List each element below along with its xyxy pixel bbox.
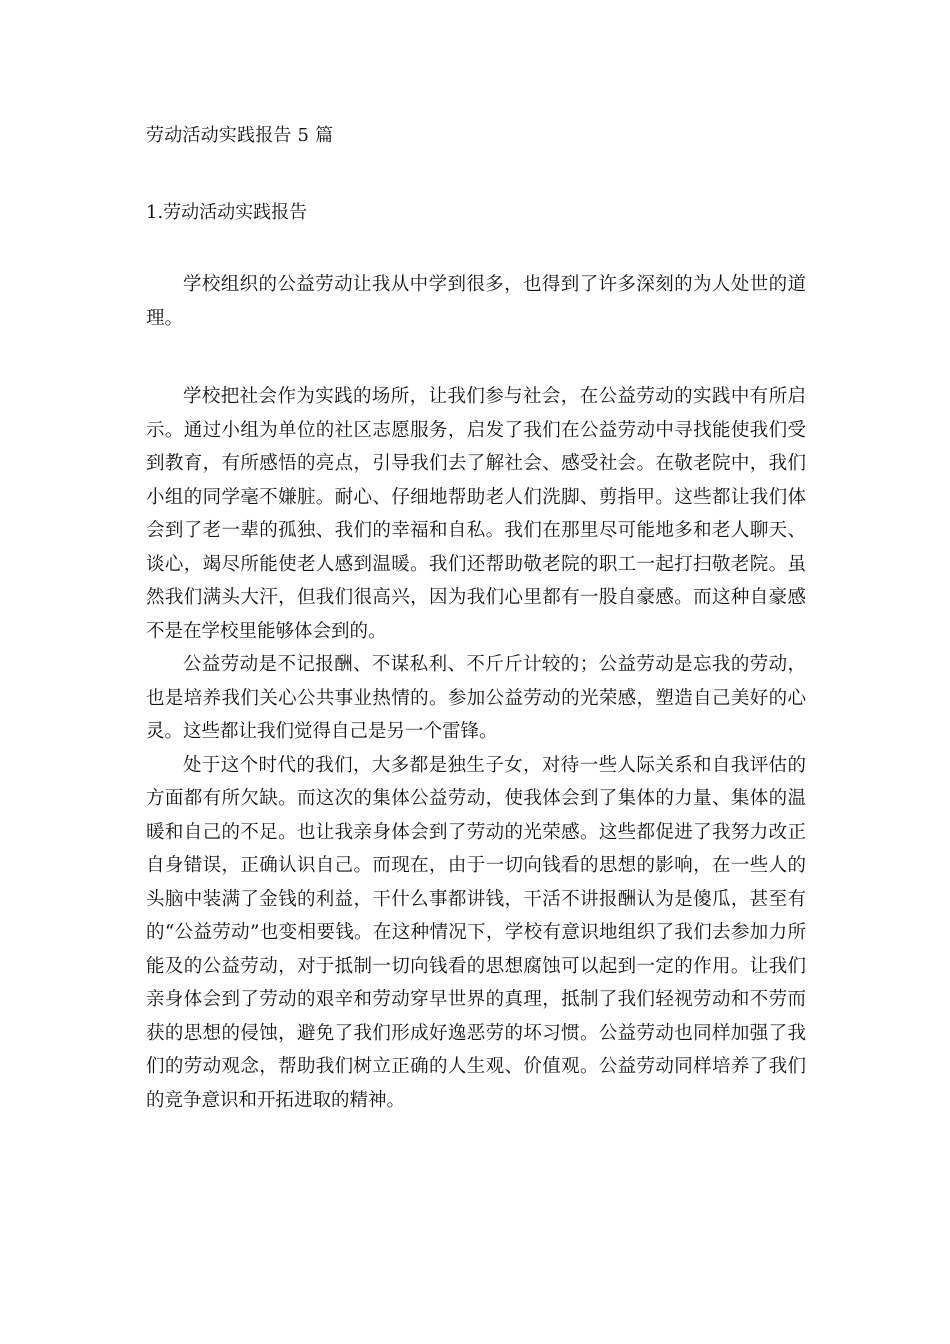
paragraph-3: 公益劳动是不记报酬、不谋私利、不斤斤计较的；公益劳动是忘我的劳动，也是培养我们关心公共事业热情的。参加公益劳动的光荣感，塑造自己美好的心灵。这些都让我们觉得自己是另一个雷锋。 xyxy=(146,654,806,742)
document-title: 劳动活动实践报告 5 篇 xyxy=(146,125,334,146)
section-heading: 1.劳动活动实践报告 xyxy=(146,202,308,223)
body-text-block xyxy=(146,380,806,1117)
paragraph-2: 学校把社会作为实践的场所，让我们参与社会，在公益劳动的实践中有所启示。通过小组为单位的社区志愿服务，启发了我们在公益劳动中寻找能使我们受到教育，有所感悟的亮点，引导我们去了解社会、感受社会。在敬老院中，我们小组的同学毫不嫌脏。耐心、仔细地帮助老人们洗脚、剪指甲。这些都让我们体会到了老一辈的孤独、我们的幸福和自私。我们在那里尽可能地多和老人聊天、谈心，竭尽所能使老人感到温暖。我们还帮助敬老院的职工一起打扫敬老院。虽然我们满头大汗，但我们很高兴，因为我们心里都有一股自豪感。而这种自豪感不是在学校里能够体会到的。 xyxy=(146,386,806,642)
intro-block xyxy=(146,268,806,335)
paragraph-1: 学校组织的公益劳动让我从中学到很多，也得到了许多深刻的为人处世的道理。 xyxy=(146,274,806,329)
paragraph-4: 处于这个时代的我们，大多都是独生子女，对待一些人际关系和自我评估的方面都有所欠缺。而这次的集体公益劳动，使我体会到了集体的力量、集体的温暖和自己的不足。也让我亲身体会到了劳动的光荣感。这些都促进了我努力改正自身错误，正确认识自己。而现在，由于一切向钱看的思想的影响，在一些人的头脑中装满了金钱的利益，干什么事都讲钱，干活不讲报酬认为是傻瓜，甚至有的“公益劳动”也变相要钱。在这种情况下，学校有意识地组织了我们去参加力所能及的公益劳动，对于抵制一切向钱看的思想腐蚀可以起到一定的作用。让我们亲身体会到了劳动的艰辛和劳动穿早世界的真理，抵制了我们轻视劳动和不劳而获的思想的侵蚀，避免了我们形成好逸恶劳的坏习惯。公益劳动也同样加强了我们的劳动观念，帮助我们树立正确的人生观、价值观。公益劳动同样培养了我们的竞争意识和开拓进取的精神。 xyxy=(146,754,806,1111)
